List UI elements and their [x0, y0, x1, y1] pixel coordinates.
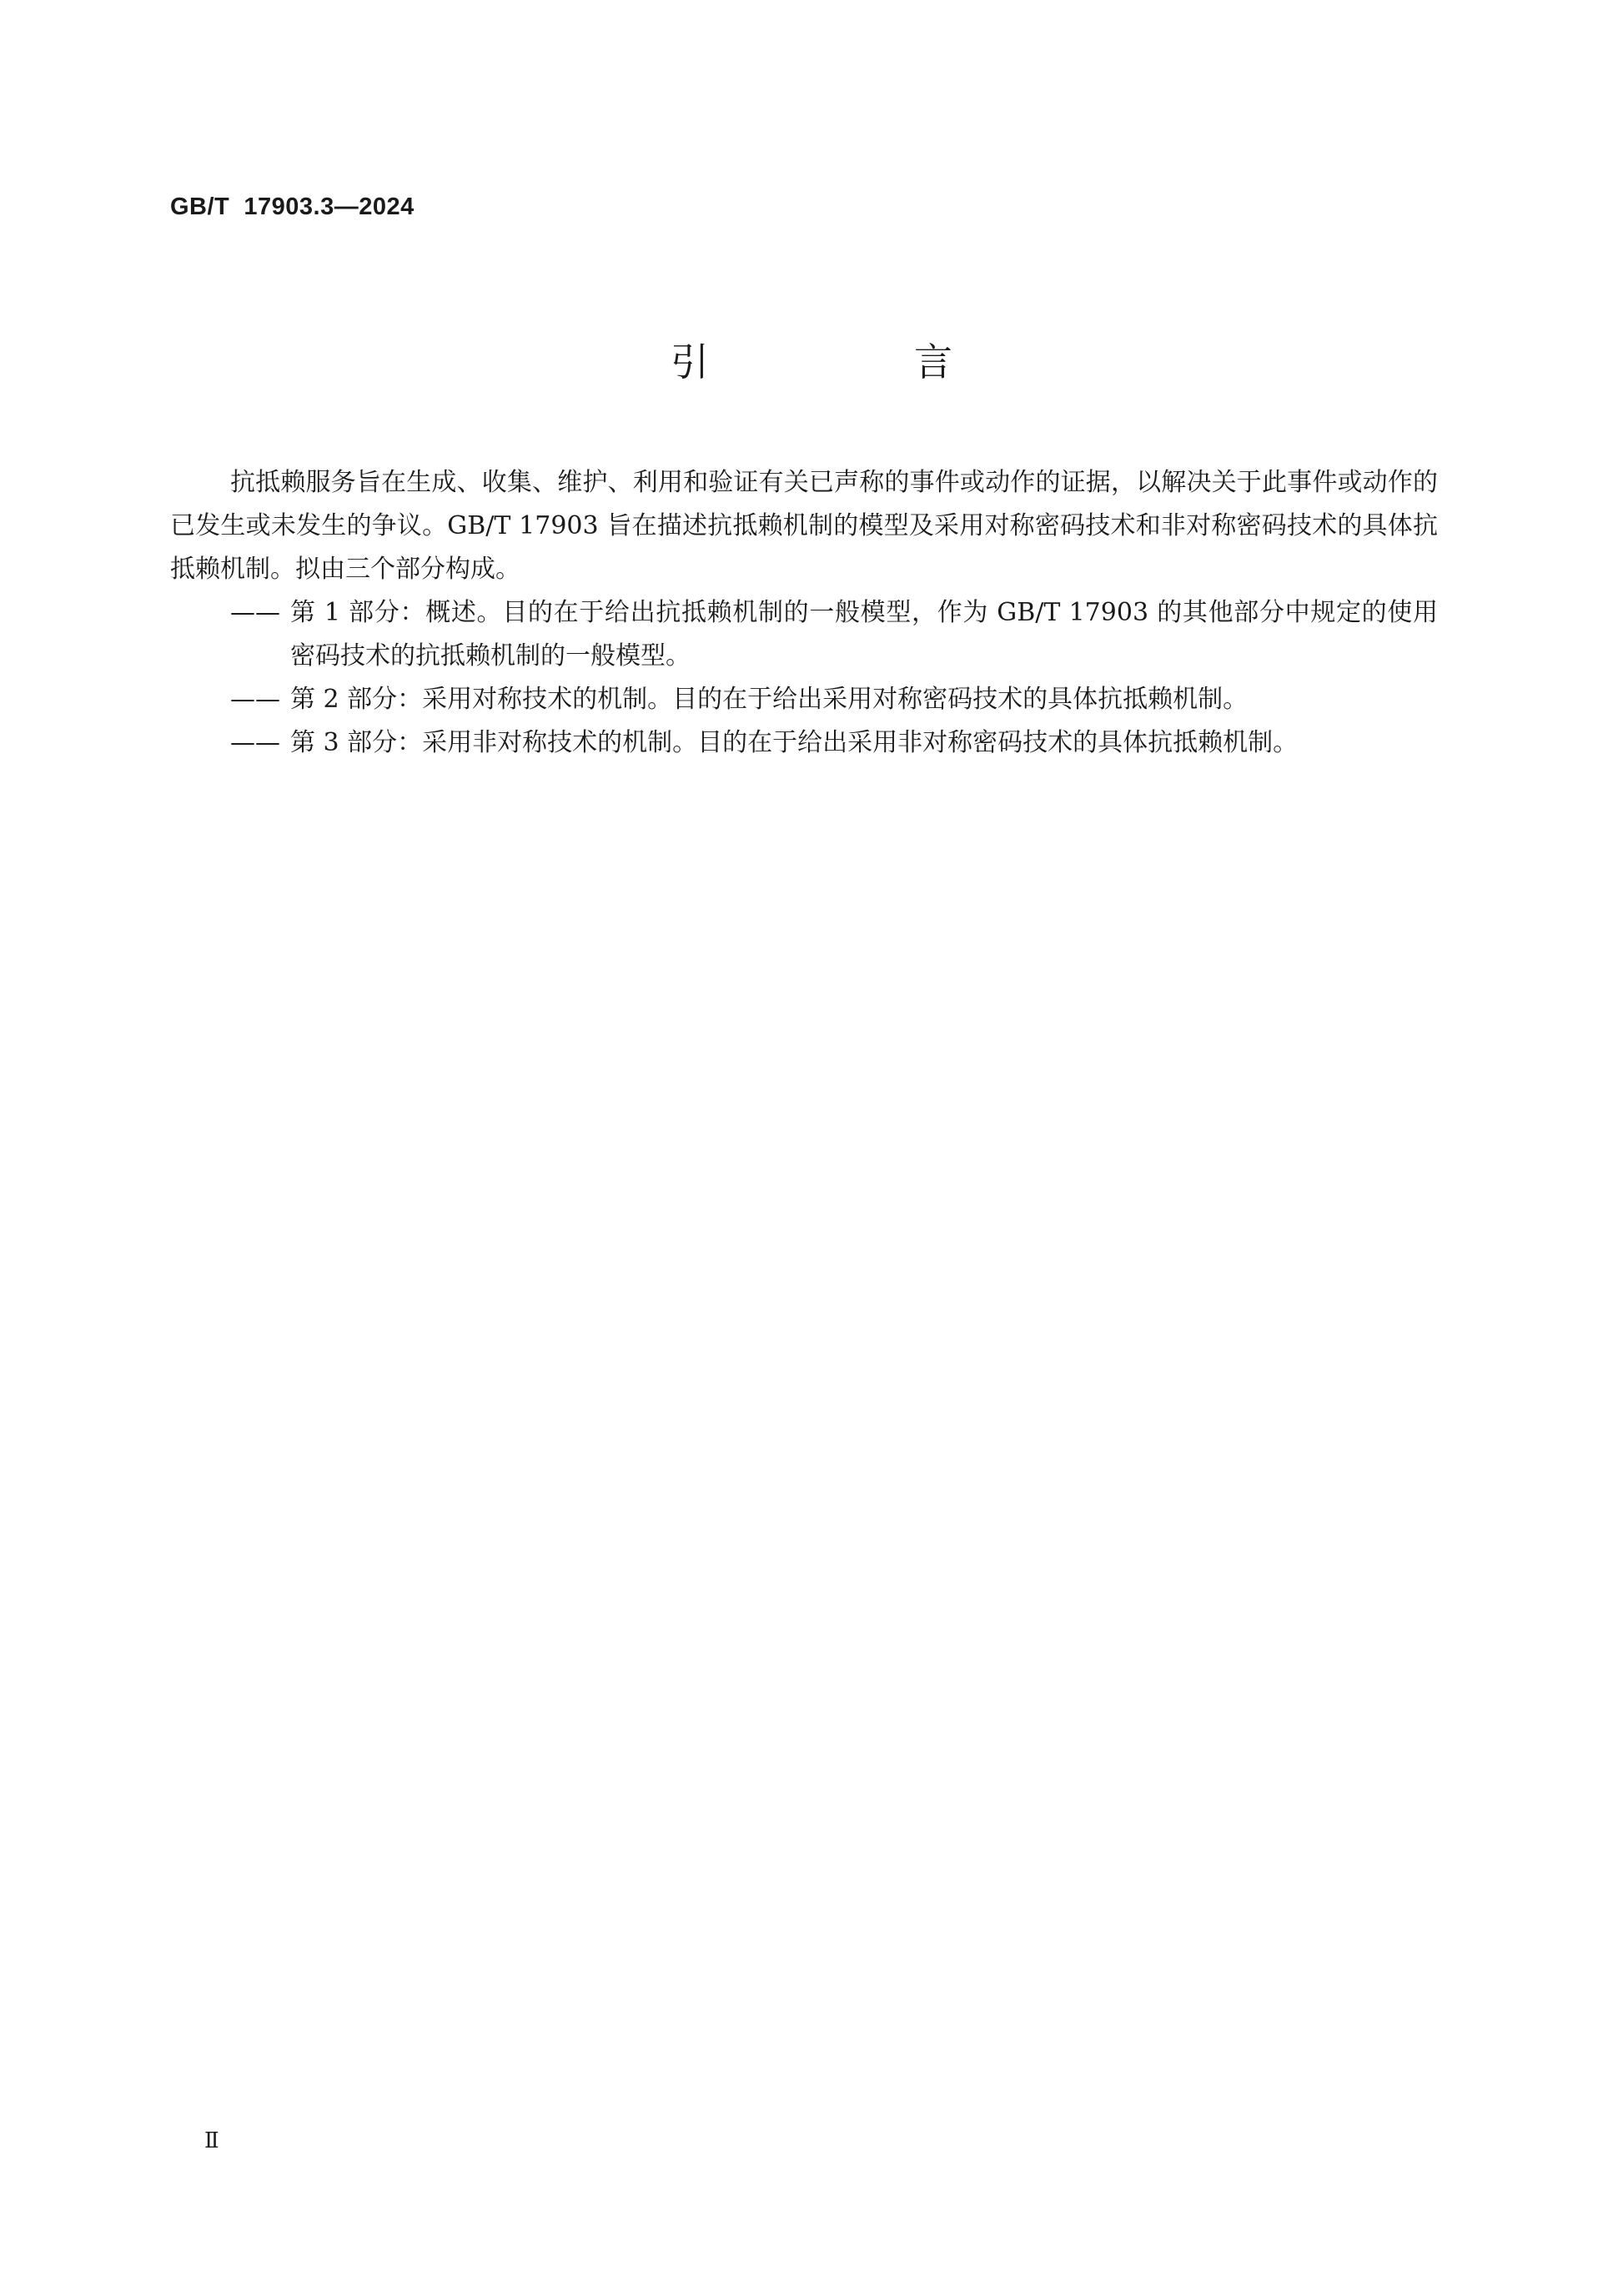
page-number: Ⅱ: [204, 2128, 219, 2153]
list-dash: ——: [230, 598, 280, 627]
introduction-body: [170, 461, 1438, 765]
section-title: 引 言: [671, 339, 1036, 384]
list-item-text: 第 2 部分：采用对称技术的机制。目的在于给出采用对称密码技术的具体抗抵赖机制。: [290, 685, 1249, 714]
list-item-part-3: [170, 721, 1438, 765]
list-dash: ——: [230, 728, 280, 757]
list-item-text: 第 1 部分：概述。目的在于给出抗抵赖机制的一般模型，作为 GB/T 17903 的其他部分中规定的使用密码技术的抗抵赖机制的一般模型。: [290, 598, 1438, 671]
standard-code-header: GB/T 17903.3—2024: [170, 193, 415, 220]
list-item-part-2: [170, 678, 1438, 721]
intro-paragraph: 抗抵赖服务旨在生成、收集、维护、利用和验证有关已声称的事件或动作的证据，以解决关于此事件或动作的已发生或未发生的争议。GB/T 17903 旨在描述抗抵赖机制的模型及采用对称密码技术和非对称密码技术的具体抗抵赖机制。拟由三个部分构成。: [170, 468, 1438, 584]
list-item-part-1: [170, 591, 1438, 678]
list-dash: ——: [230, 685, 280, 714]
list-item-text: 第 3 部分：采用非对称技术的机制。目的在于给出采用非对称密码技术的具体抗抵赖机制。: [290, 728, 1299, 757]
